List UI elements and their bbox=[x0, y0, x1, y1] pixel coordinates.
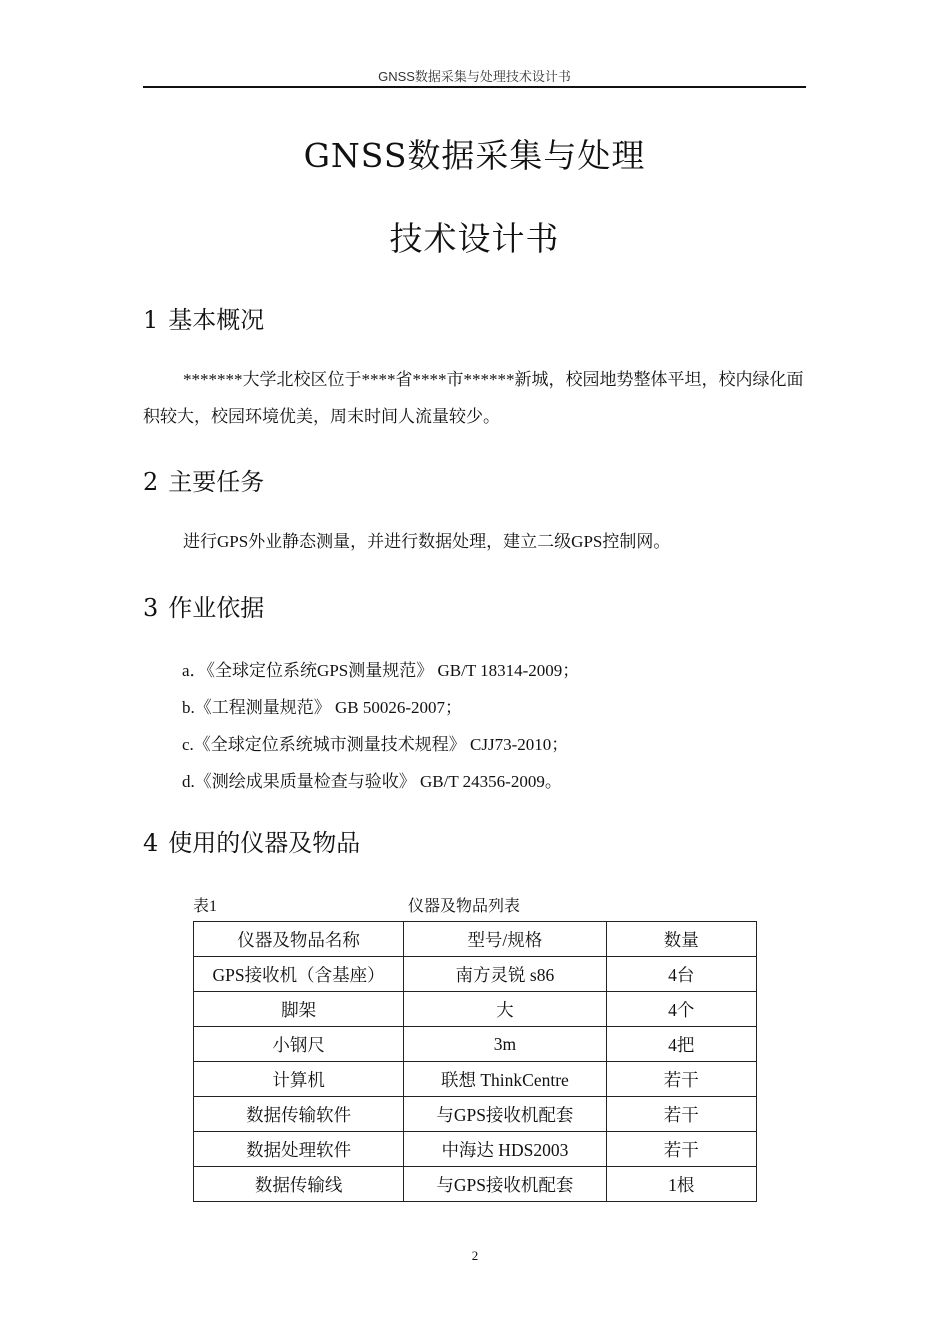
table-cell: 4个 bbox=[606, 992, 756, 1027]
table-cell: 若干 bbox=[606, 1132, 756, 1167]
table-cell: 计算机 bbox=[194, 1062, 404, 1097]
table-row bbox=[194, 992, 757, 1027]
section-heading-3 bbox=[143, 588, 264, 623]
table-cell: 若干 bbox=[606, 1097, 756, 1132]
table-cell: 数据处理软件 bbox=[194, 1132, 404, 1167]
table-cell: 脚架 bbox=[194, 992, 404, 1027]
section-title: 使用的仪器及物品 bbox=[168, 829, 361, 857]
table-cell: 小钢尺 bbox=[194, 1027, 404, 1062]
table-cell: 中海达 HDS2003 bbox=[404, 1132, 606, 1167]
section-title: 主要任务 bbox=[168, 468, 265, 496]
section-number: 4 bbox=[143, 829, 159, 857]
table-cell: 大 bbox=[404, 992, 606, 1027]
section-number: 1 bbox=[143, 306, 159, 334]
reference-item: c.《全球定位系统城市测量技术规程》 CJJ73-2010； bbox=[182, 735, 569, 754]
reference-item: d.《测绘成果质量检查与验收》 GB/T 24356-2009。 bbox=[182, 772, 562, 791]
table-cell: 若干 bbox=[606, 1062, 756, 1097]
table-cell: 数据传输线 bbox=[194, 1167, 404, 1202]
table-cell: 与GPS接收机配套 bbox=[404, 1097, 606, 1132]
section-title: 基本概况 bbox=[168, 306, 265, 334]
table-header-row bbox=[194, 922, 757, 957]
table-cell: 1根 bbox=[606, 1167, 756, 1202]
table-row bbox=[194, 1132, 757, 1167]
section-heading-2 bbox=[143, 462, 264, 497]
table-cell: 4台 bbox=[606, 957, 756, 992]
reference-item: b.《工程测量规范》 GB 50026-2007； bbox=[182, 698, 463, 717]
document-title-line1: GNSS数据采集与处理 bbox=[303, 136, 646, 175]
table-cell: 联想 ThinkCentre bbox=[404, 1062, 606, 1097]
table-row bbox=[194, 1167, 757, 1202]
section-heading-1 bbox=[143, 300, 264, 335]
table-row bbox=[194, 1027, 757, 1062]
table-caption-title: 仪器及物品列表 bbox=[408, 898, 521, 915]
section-number: 2 bbox=[143, 468, 159, 496]
section-1-paragraph: *******大学北校区位于****省****市******新城，校园地势整体平坦，校内绿化面积较大，校园环境优美，周末时间人流量较少。 bbox=[143, 370, 804, 426]
table-row bbox=[194, 1097, 757, 1132]
table-cell: 南方灵锐 s86 bbox=[404, 957, 606, 992]
equipment-table bbox=[193, 921, 757, 1202]
section-number: 3 bbox=[143, 594, 159, 622]
section-title: 作业依据 bbox=[168, 594, 265, 622]
reference-item: a．《全球定位系统GPS测量规范》 GB/T 18314-2009； bbox=[182, 661, 580, 680]
running-header: GNSS数据采集与处理技术设计书 bbox=[378, 69, 571, 84]
table-caption-label: 表1 bbox=[193, 898, 218, 915]
table-row bbox=[194, 1062, 757, 1097]
table-cell: 3m bbox=[404, 1027, 606, 1062]
column-header: 仪器及物品名称 bbox=[194, 922, 404, 957]
table-cell: 与GPS接收机配套 bbox=[404, 1167, 606, 1202]
table-cell: 4把 bbox=[606, 1027, 756, 1062]
column-header: 型号/规格 bbox=[404, 922, 606, 957]
page-number: 2 bbox=[471, 1248, 479, 1263]
section-2-paragraph: 进行GPS外业静态测量，并进行数据处理，建立二级GPS控制网。 bbox=[183, 532, 671, 551]
table-row bbox=[194, 957, 757, 992]
column-header: 数量 bbox=[606, 922, 756, 957]
section-heading-4 bbox=[143, 823, 360, 858]
table-cell: 数据传输软件 bbox=[194, 1097, 404, 1132]
table-cell: GPS接收机（含基座） bbox=[194, 957, 404, 992]
header-rule bbox=[143, 86, 806, 88]
document-title-line2: 技术设计书 bbox=[389, 219, 560, 258]
